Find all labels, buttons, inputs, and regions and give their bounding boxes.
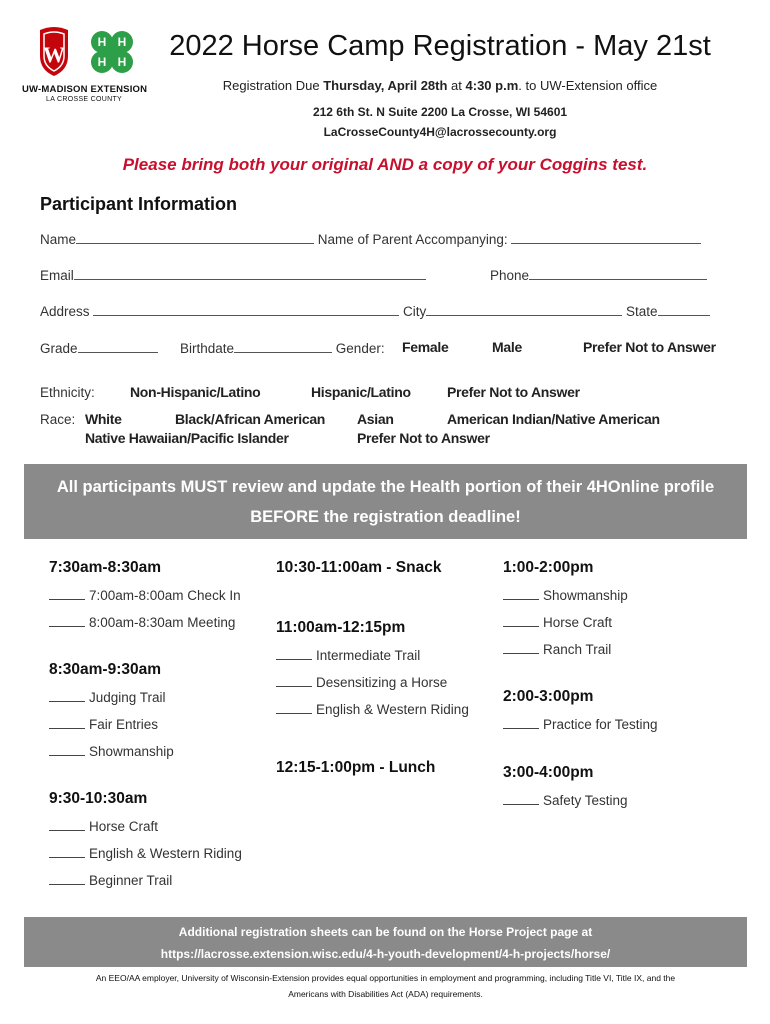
schedule-time-heading: 3:00-4:00pm bbox=[503, 764, 594, 781]
parent-field[interactable] bbox=[511, 230, 701, 244]
uw-extension-name: UW-MADISON EXTENSION bbox=[22, 84, 148, 95]
svg-text:H: H bbox=[117, 55, 127, 69]
address-row: Address City State bbox=[40, 302, 710, 321]
race-label: Race: bbox=[40, 412, 76, 427]
birthdate-field[interactable] bbox=[234, 339, 332, 353]
eeo-line2: Americans with Disabilities Act (ADA) requirements. bbox=[288, 989, 483, 999]
city-field[interactable] bbox=[426, 302, 622, 316]
address-field[interactable] bbox=[93, 302, 399, 316]
email-field[interactable] bbox=[74, 266, 426, 280]
svg-text:W: W bbox=[43, 42, 65, 67]
email-row: Email bbox=[40, 266, 426, 285]
schedule-time-heading: 1:00-2:00pm bbox=[503, 559, 594, 576]
schedule-item[interactable]: Showmanship bbox=[49, 743, 174, 759]
race-native-hawaiian-option[interactable]: Native Hawaiian/Pacific Islander bbox=[85, 430, 289, 446]
state-field[interactable] bbox=[658, 302, 710, 316]
schedule-item[interactable]: Horse Craft bbox=[503, 614, 612, 630]
ethnicity-non-hispanic-option[interactable]: Non-Hispanic/Latino bbox=[130, 384, 261, 400]
footer-banner bbox=[24, 917, 747, 967]
schedule-time-heading: 12:15-1:00pm - Lunch bbox=[276, 759, 436, 776]
health-banner-line2: BEFORE the registration deadline! bbox=[250, 508, 521, 526]
eeo-line1: An EEO/AA employer, University of Wisconsin-Extension provides equal opportunities in employment and programming, including Title VI, Title IX, and the bbox=[95, 973, 676, 983]
race-asian-option[interactable]: Asian bbox=[357, 411, 394, 427]
schedule-item[interactable]: Practice for Testing bbox=[503, 716, 658, 732]
gender-prefer-not-option[interactable]: Prefer Not to Answer bbox=[583, 339, 716, 355]
schedule-time-heading: 9:30-10:30am bbox=[49, 790, 148, 807]
gender-female-option[interactable]: Female bbox=[402, 339, 449, 355]
schedule-time-heading: 2:00-3:00pm bbox=[503, 688, 594, 705]
office-address: 212 6th St. N Suite 2200 La Crosse, WI 54601 bbox=[312, 105, 568, 119]
office-email[interactable]: LaCrosseCounty4H@lacrossecounty.org bbox=[323, 125, 557, 139]
race-white-option[interactable]: White bbox=[85, 411, 122, 427]
registration-due: Registration Due Thursday, April 28th at 4:30 p.m. to UW-Extension office bbox=[222, 78, 658, 93]
schedule-item[interactable]: Beginner Trail bbox=[49, 872, 172, 888]
schedule-item[interactable]: Ranch Trail bbox=[503, 641, 611, 657]
schedule-item[interactable]: Judging Trail bbox=[49, 689, 166, 705]
schedule-item[interactable]: Horse Craft bbox=[49, 818, 158, 834]
name-row: Name Name of Parent Accompanying: bbox=[40, 230, 701, 249]
footer-line1: Additional registration sheets can be found on the Horse Project page at bbox=[178, 925, 593, 939]
schedule-item[interactable]: Desensitizing a Horse bbox=[276, 674, 447, 690]
birthdate-row: Birthdate Gender: bbox=[180, 341, 385, 356]
schedule-item[interactable]: Showmanship bbox=[503, 587, 628, 603]
schedule-item[interactable]: Intermediate Trail bbox=[276, 647, 420, 663]
footer-link[interactable]: https://lacrosse.extension.wisc.edu/4-h-youth-development/4-h-projects/horse/ bbox=[160, 947, 611, 961]
schedule-time-heading: 7:30am-8:30am bbox=[49, 559, 162, 576]
gender-male-option[interactable]: Male bbox=[492, 339, 522, 355]
race-black-option[interactable]: Black/African American bbox=[175, 411, 326, 427]
svg-text:H: H bbox=[97, 35, 107, 49]
schedule-item[interactable]: Safety Testing bbox=[503, 792, 628, 808]
phone-field[interactable] bbox=[529, 266, 707, 280]
schedule-item[interactable]: Fair Entries bbox=[49, 716, 158, 732]
race-american-indian-option[interactable]: American Indian/Native American bbox=[447, 411, 660, 427]
ethnicity-hispanic-option[interactable]: Hispanic/Latino bbox=[311, 384, 411, 400]
phone-row: Phone bbox=[490, 266, 707, 285]
schedule-item[interactable]: English & Western Riding bbox=[49, 845, 242, 861]
eeo-statement bbox=[24, 970, 747, 1002]
schedule-time-heading: 11:00am-12:15pm bbox=[276, 619, 406, 636]
4h-clover-icon bbox=[86, 26, 138, 78]
schedule-time-heading: 8:30am-9:30am bbox=[49, 661, 162, 678]
ethnicity-label: Ethnicity: bbox=[40, 385, 95, 400]
ethnicity-prefer-not-option[interactable]: Prefer Not to Answer bbox=[447, 384, 580, 400]
uw-crest-icon bbox=[36, 26, 72, 78]
schedule-item[interactable]: English & Western Riding bbox=[276, 701, 469, 717]
participant-heading: Participant Information bbox=[40, 194, 238, 214]
name-field[interactable] bbox=[76, 230, 314, 244]
race-prefer-not-option[interactable]: Prefer Not to Answer bbox=[357, 430, 490, 446]
schedule-time-heading: 10:30-11:00am - Snack bbox=[276, 559, 442, 576]
coggins-notice: Please bring both your original AND a copy of your Coggins test. bbox=[122, 155, 648, 174]
health-banner-line1: All participants MUST review and update the Health portion of their 4HOnline profile bbox=[56, 478, 715, 496]
health-banner bbox=[24, 464, 747, 539]
schedule-item[interactable]: 8:00am-8:30am Meeting bbox=[49, 614, 235, 630]
grade-row: Grade bbox=[40, 339, 158, 358]
grade-field[interactable] bbox=[78, 339, 158, 353]
svg-text:H: H bbox=[117, 35, 127, 49]
uw-county-name: LA CROSSE COUNTY bbox=[46, 96, 122, 103]
schedule-item[interactable]: 7:00am-8:00am Check In bbox=[49, 587, 241, 603]
page-title: 2022 Horse Camp Registration - May 21st bbox=[169, 30, 711, 62]
svg-text:H: H bbox=[97, 55, 107, 69]
